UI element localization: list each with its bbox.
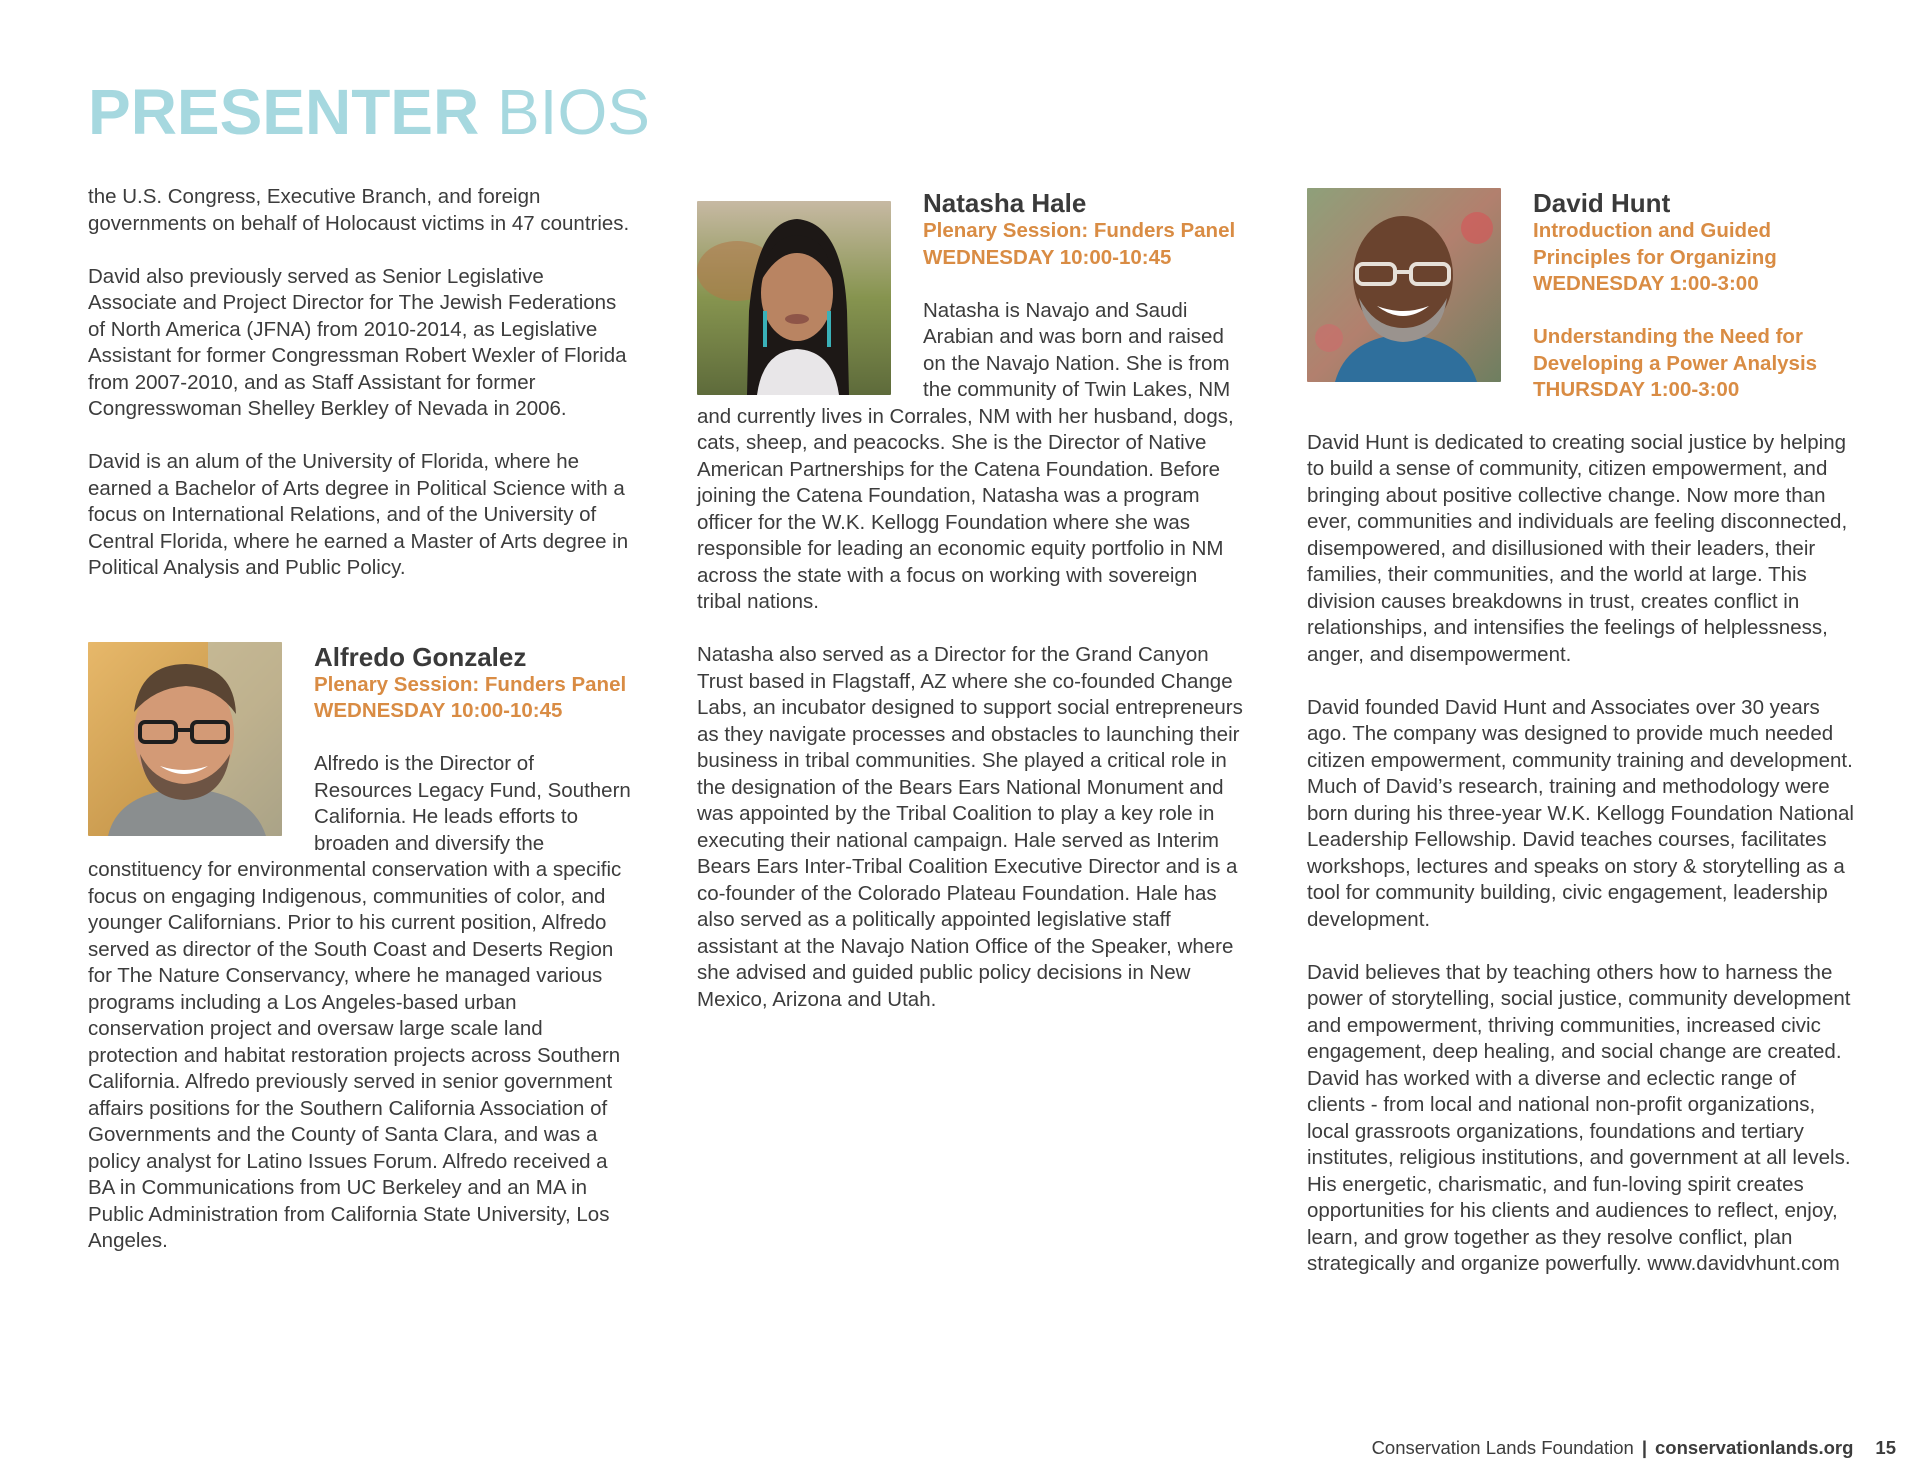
presenter-name: Natasha Hale bbox=[923, 188, 1087, 218]
presenter-david-hunt bbox=[1307, 188, 1855, 1278]
bio-paragraph: Natasha is Navajo and Saudi Arabian and was born and raised on the Navajo Nation. She is from the community of Twin Lakes, NM and currently lives in Corrales, NM with her husband, dogs, cats, sheep, and peacocks. She is the Director of Native American Partnerships for the Catena Foundation. Before joining the Catena Foundation, Natasha was a program officer for the W.K. Kellogg Foundation where she was responsible for leading an economic equity portfolio in NM across the state with a focus on working with sovereign tribal nations. bbox=[697, 298, 1234, 613]
presenter-photo-david bbox=[1307, 188, 1501, 382]
bio-paragraph: Alfredo is the Director of Resources Legacy Fund, Southern California. He leads efforts to broaden and diversify the constituency for environmental conservation with a specific focus on engaging Indigenous, communities of color, and younger Californians. Prior to his current position, Alfredo served as director of the South Coast and Deserts Region for The Nature Conservancy, where he managed various programs including a Los Angeles-based urban conservation project and oversaw large scale land protection and habitat restoration projects across Southern California. Alfredo previously served in senior government affairs positions for the Southern California Association of Governments and the County of Santa Clara, and was a policy analyst for Latino Issues Forum. Alfredo received a BA in Communications from UC Berkeley and an MA in Public Administration from California State University, Los Angeles. bbox=[88, 752, 631, 1252]
bio-paragraph: David founded David Hunt and Associates over 30 years ago. The company was designed to provide much needed citizen empowerment, community training and development. Much of David’s research, training and methodology were born during his three-year W.K. Kellogg Foundation National Leadership Fellowship. David teaches courses, facilitates workshops, lectures and speaks on story & storytelling as a tool for community building, civic engagement, leadership development. bbox=[1307, 695, 1854, 931]
bio-paragraph: Natasha also served as a Director for the Grand Canyon Trust based in Flagstaff, AZ where she co-founded Change Labs, an incubator designed to support social entrepreneurs as they navigate processes and obstacles to launching their business in tribal communities. She played a critical role in the designation of the Bears Ears National Monument and was appointed by the Tribal Coalition to play a key role in executing their national campaign. Hale served as Interim Bears Ears Inter-Tribal Coalition Executive Director and is a co-founder of the Colorado Plateau Foundation. Hale has also served as a politically appointed legislative staff assistant at the Navajo Nation Office of the Speaker, where she advised and guided public policy decisions in New Mexico, Arizona and Utah. bbox=[697, 643, 1243, 1011]
session-title: Introduction and Guided Principles for Organizing bbox=[1533, 219, 1777, 269]
column-middle bbox=[697, 184, 1245, 1013]
presenter-photo-alfredo bbox=[88, 642, 282, 836]
session-time: WEDNESDAY 10:00-10:45 bbox=[923, 245, 1172, 269]
column-left bbox=[88, 184, 634, 1255]
portrait-image bbox=[1307, 188, 1501, 382]
bio-paragraph: David also previously served as Senior Legislative Associate and Project Director for The Jewish Federations of North America (JFNA) from 2010-2014, as Legislative Assistant for former Congressman Robert Wexler of Florida from 2007-2010, and as Staff Assistant for former Congresswoman Shelley Berkley of Nevada in 2006. bbox=[88, 264, 627, 420]
footer-website-link[interactable]: conservationlands.org bbox=[1655, 1437, 1854, 1458]
footer-organization: Conservation Lands Foundation bbox=[1371, 1437, 1634, 1458]
session-time: WEDNESDAY 10:00-10:45 bbox=[314, 699, 563, 722]
portrait-image bbox=[697, 201, 891, 395]
presenter-name: David Hunt bbox=[1533, 188, 1671, 218]
page-title bbox=[88, 72, 650, 152]
session-title: Plenary Session: Funders Panel bbox=[314, 672, 627, 696]
page-title-light: BIOS bbox=[496, 76, 650, 148]
page-footer bbox=[1372, 1436, 1896, 1460]
bio-paragraph: the U.S. Congress, Executive Branch, and foreign governments on behalf of Holocaust victims in 47 countries. bbox=[88, 185, 630, 235]
footer-separator: | bbox=[1641, 1437, 1648, 1458]
session-time: THURSDAY 1:00-3:00 bbox=[1533, 378, 1740, 401]
session-title: Plenary Session: Funders Panel bbox=[923, 219, 1236, 242]
presenter-photo-natasha bbox=[697, 201, 891, 395]
page-title-bold: PRESENTER bbox=[88, 76, 480, 148]
presenter-alfredo-gonzalez bbox=[88, 642, 634, 1255]
portrait-image bbox=[88, 642, 282, 836]
presenter-natasha-hale bbox=[697, 188, 1245, 1013]
session-time: WEDNESDAY 1:00-3:00 bbox=[1533, 272, 1759, 295]
session-title: Understanding the Need for Developing a Power Analysis bbox=[1533, 325, 1818, 375]
bio-paragraph: David believes that by teaching others how to harness the power of storytelling, social justice, community development and empowerment, thriving communities, increased civic engagement, deep healing, and social change are created. David has worked with a diverse and eclectic range of clients - from local and national non-profit organizations, local grassroots organizations, foundations and tertiary institutes, religious institutions, and government at all levels. His energetic, charismatic, and fun-loving spirit creates opportunities for his clients and audiences to reflect, enjoy, learn, and grow together as they resolve conflict, plan strategically and organize powerfully. www.davidvhunt.com bbox=[1307, 960, 1851, 1275]
presenter-name: Alfredo Gonzalez bbox=[314, 641, 527, 672]
page-number: 15 bbox=[1875, 1437, 1896, 1458]
bio-paragraph: David Hunt is dedicated to creating social justice by helping to build a sense of community, citizen empowerment, and bringing about positive collective change. Now more than ever, communities and individuals are feeling disconnected, disempowered, and disillusioned with their leaders, their families, their communities, and the world at large. This division causes breakdowns in trust, creates conflict in relationships, and intensifies the feelings of helplessness, anger, and disempowerment. bbox=[1307, 430, 1848, 666]
bio-paragraph: David is an alum of the University of Florida, where he earned a Bachelor of Arts degree in Political Science with a focus on International Relations, and of the University of Central Florida, where he earned a Master of Arts degree in Political Analysis and Public Policy. bbox=[88, 450, 629, 579]
spacer bbox=[1307, 404, 1855, 430]
column-right bbox=[1307, 184, 1855, 1278]
